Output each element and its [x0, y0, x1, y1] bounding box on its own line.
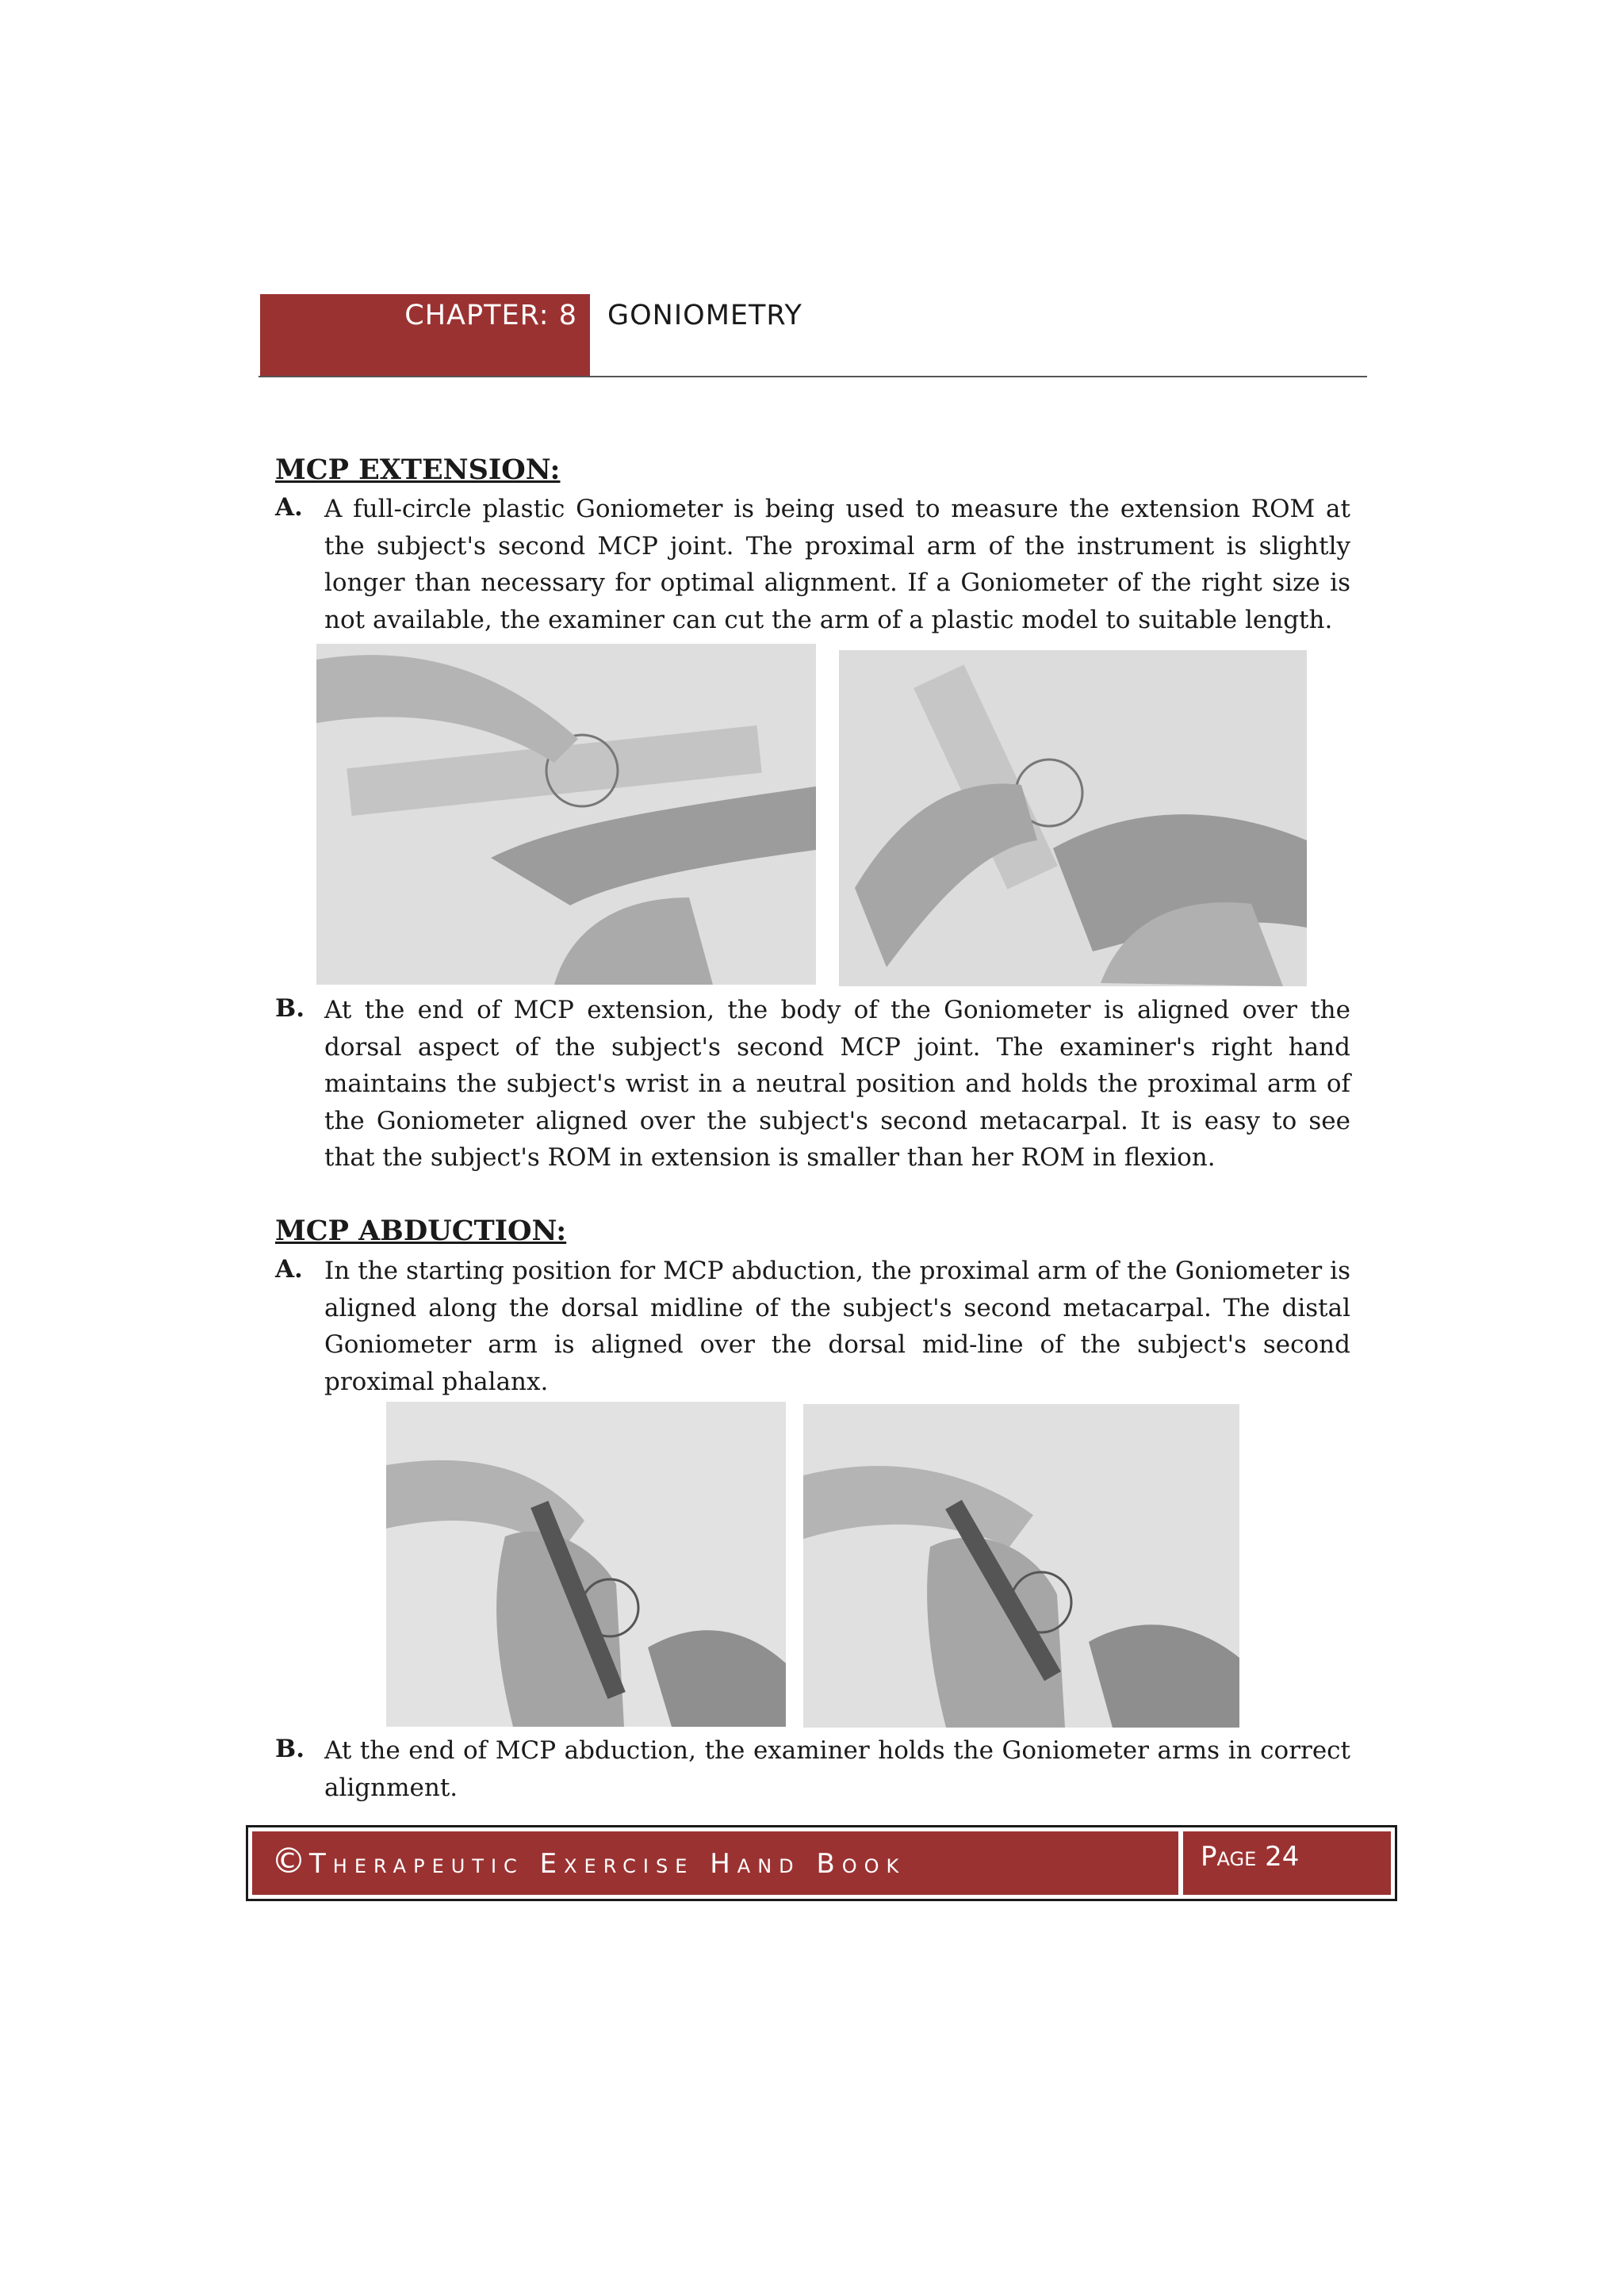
item-letter: B.	[275, 1735, 304, 1763]
photo-abduction-end	[803, 1404, 1239, 1728]
photo-extension-start	[316, 644, 816, 985]
copyright-symbol: ©	[271, 1841, 309, 1881]
paragraph-extension-b: At the end of MCP extension, the body of the Goniometer is aligned over the dorsal aspect of the subject's second MCP joint. The examiner's right hand maintains the subject's wrist in a neutral position and holds the proximal arm of the Goniometer aligned over the subject's second metacarpal. It is easy to see that the subject's ROM in extension is smaller than her ROM in flexion.	[324, 996, 1350, 1172]
paragraph-abduction-a: In the starting position for MCP abduction, the proximal arm of the Goniometer is aligned along the dorsal midline of the subject's second metacarpal. The distal Goniometer arm is aligned over the dorsal mid-line of the subject's second proximal phalanx.	[324, 1257, 1350, 1396]
item-letter: A.	[275, 1255, 303, 1284]
header-divider	[259, 376, 1367, 377]
item-letter: B.	[275, 994, 304, 1023]
page-number: Page 24	[1201, 1841, 1300, 1873]
paragraph-abduction-b: At the end of MCP abduction, the examiner holds the Goniometer arms in correct alignment.	[324, 1736, 1350, 1802]
photo-abduction-start	[386, 1402, 786, 1727]
item-letter: A.	[275, 493, 303, 522]
chapter-title: GONIOMETRY	[607, 300, 802, 331]
photo-extension-end	[839, 650, 1307, 986]
footer-book-title	[271, 1841, 906, 1881]
chapter-number: CHAPTER: 8	[404, 300, 577, 331]
section-heading-mcp-extension: MCP EXTENSION:	[275, 453, 561, 486]
paragraph-extension-a: A full-circle plastic Goniometer is being used to measure the extension ROM at the subject's second MCP joint. The proximal arm of the instrument is slightly longer than necessary for optimal alignment. If a Goniometer of the right size is not available, the examiner can cut the arm of a plastic model to suitable length.	[324, 495, 1350, 634]
book-title-text: Therapeutic Exercise Hand Book	[309, 1848, 906, 1880]
section-heading-mcp-abduction: MCP ABDUCTION:	[275, 1215, 567, 1247]
